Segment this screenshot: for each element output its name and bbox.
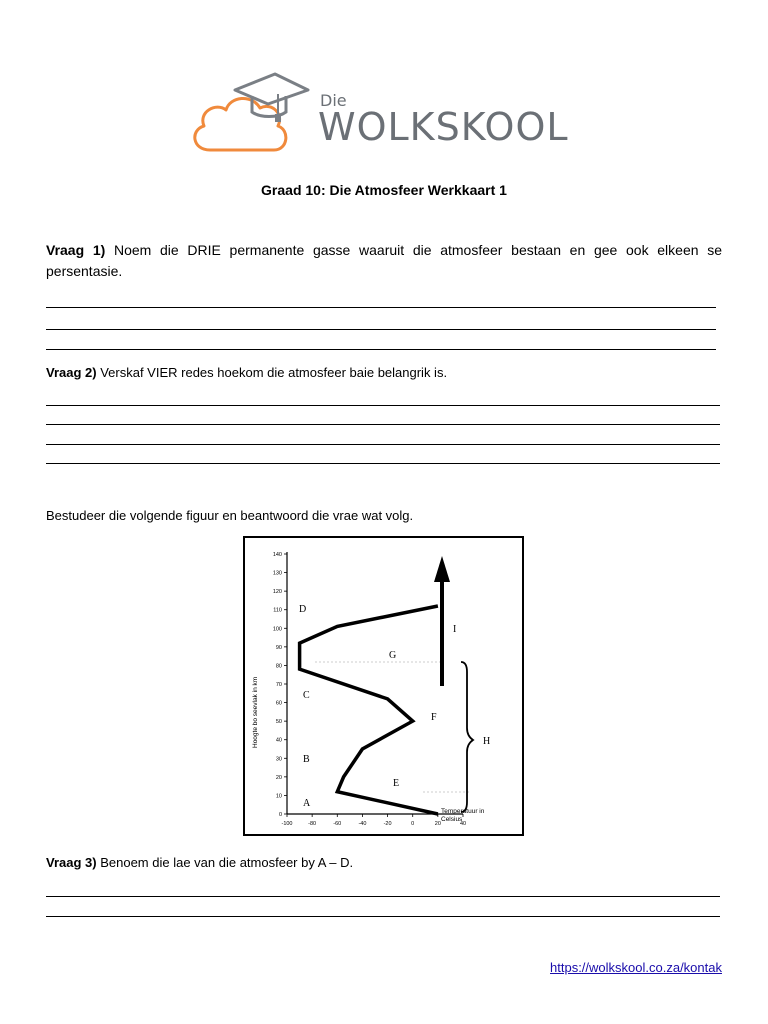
temperature-curve: [300, 606, 438, 814]
y-tick-label: 60: [275, 700, 282, 707]
answer-line[interactable]: [46, 424, 720, 425]
y-tick-label: 100: [272, 626, 282, 633]
label-b: B: [303, 754, 310, 765]
answer-line[interactable]: [46, 307, 716, 308]
x-tick-label: -100: [281, 821, 293, 827]
atmosphere-figure: [243, 536, 524, 836]
logo-prefix: Die: [320, 91, 347, 110]
contact-link[interactable]: https://wolkskool.co.za/kontak: [550, 960, 722, 975]
label-a: A: [303, 798, 311, 809]
question-1-text: Noem die DRIE permanente gasse waaruit die atmosfeer bestaan en gee ook elkeen se persentasie.: [46, 242, 722, 279]
cloud-icon: [195, 98, 286, 150]
question-1: [46, 240, 722, 282]
y-tick-label: 0: [278, 812, 282, 818]
question-3: [46, 852, 722, 873]
label-c: C: [303, 690, 310, 701]
worksheet-title: Graad 10: Die Atmosfeer Werkkaart 1: [261, 182, 507, 198]
label-d: D: [299, 604, 307, 615]
answer-line[interactable]: [46, 916, 720, 917]
y-tick-label: 40: [275, 737, 282, 744]
x-axis-label-line1: Temperatuur in: [441, 808, 485, 815]
label-e: E: [393, 778, 400, 789]
x-tick-label: -80: [308, 821, 317, 827]
atmosphere-diagram: [245, 538, 522, 834]
x-tick-label: -60: [333, 821, 342, 827]
wolkskool-logo: [180, 62, 590, 172]
y-tick-label: 30: [275, 756, 282, 763]
figure-instruction: Bestudeer die volgende figuur en beantwoord die vrae wat volg.: [46, 508, 414, 523]
label-g: G: [389, 650, 397, 661]
answer-line[interactable]: [46, 329, 716, 330]
x-tick-label: -40: [358, 821, 367, 827]
y-tick-label: 140: [272, 552, 282, 558]
x-tick-label: 40: [459, 821, 467, 827]
y-tick-label: 120: [272, 589, 282, 596]
y-tick-label: 10: [275, 793, 282, 800]
answer-line[interactable]: [46, 463, 720, 464]
answer-line[interactable]: [46, 405, 720, 406]
x-tick-label: 20: [434, 821, 441, 827]
y-tick-label: 130: [272, 570, 282, 577]
label-f: F: [431, 712, 437, 723]
label-h: H: [483, 736, 491, 747]
answer-line[interactable]: [46, 349, 716, 350]
y-axis-label: Hoogte bo seevlak in km: [252, 676, 259, 748]
question-2: [46, 362, 722, 383]
question-2-text: Verskaf VIER redes hoekom die atmosfeer baie belangrik is.: [100, 365, 448, 380]
question-3-label: Vraag 3): [46, 855, 97, 870]
question-3-text: Benoem die lae van die atmosfeer by A – D.: [100, 855, 354, 870]
y-tick-label: 80: [275, 663, 282, 670]
y-tick-label: 110: [273, 607, 282, 614]
y-tick-label: 20: [275, 774, 282, 781]
label-i: I: [453, 624, 457, 635]
y-tick-label: 90: [275, 644, 282, 651]
logo-name: WOLKSKOOL: [318, 105, 569, 149]
brace-h: [461, 662, 473, 812]
y-tick-label: 50: [275, 719, 282, 726]
question-1-label: Vraag 1): [46, 242, 106, 258]
x-tick-label: -20: [383, 821, 392, 827]
x-axis-label-line2: Celsius: [441, 816, 463, 823]
answer-line[interactable]: [46, 896, 720, 897]
upward-arrow-icon: [434, 556, 450, 686]
x-tick-label: 0: [411, 821, 415, 827]
answer-line[interactable]: [46, 444, 720, 445]
question-2-label: Vraag 2): [46, 365, 97, 380]
y-tick-label: 70: [275, 682, 282, 688]
